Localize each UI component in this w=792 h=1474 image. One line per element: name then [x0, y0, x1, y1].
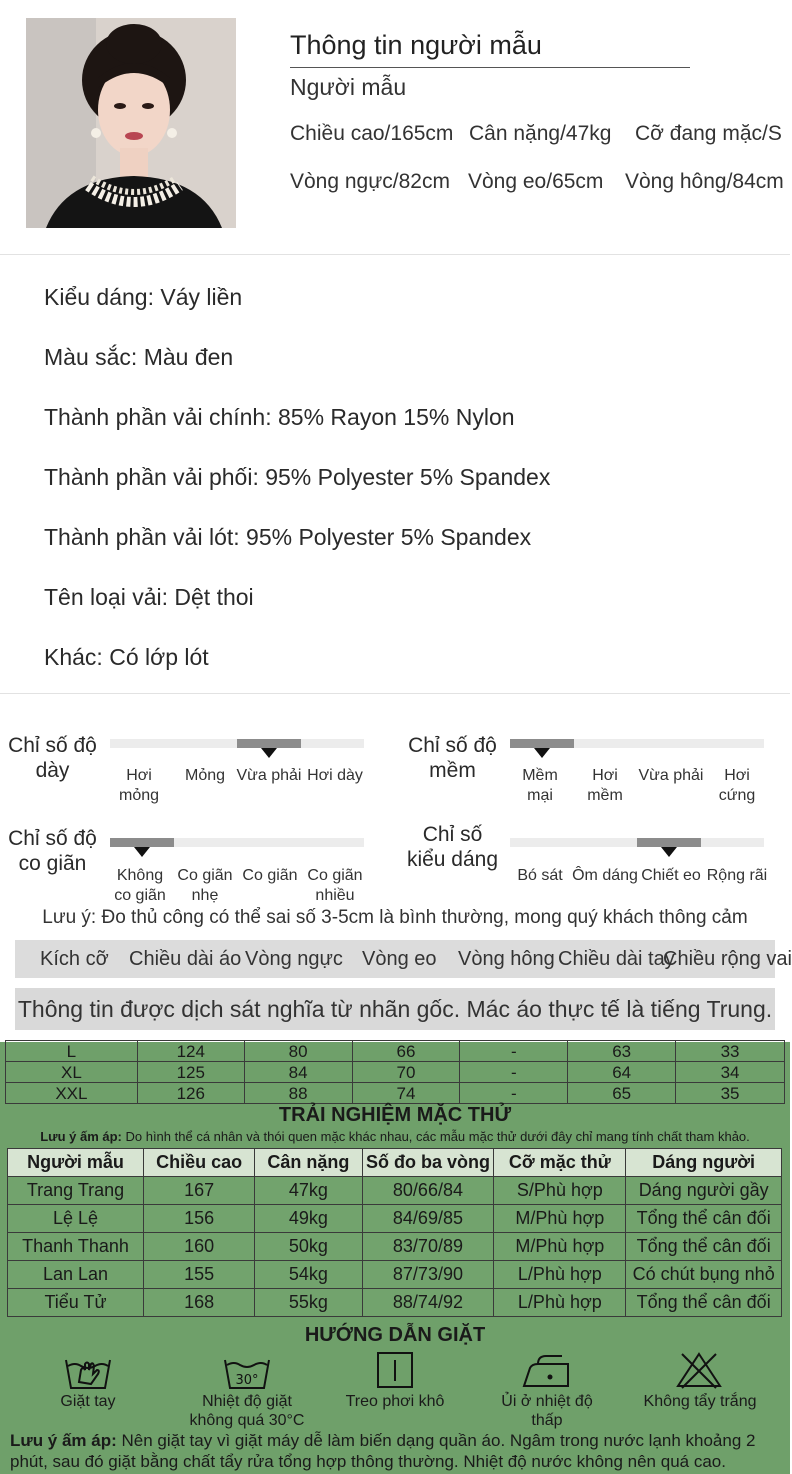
- model-info-section: [0, 0, 790, 255]
- model-weight: Cân nặng/47kg: [469, 122, 612, 145]
- stretch-indicator-marker: [134, 847, 150, 857]
- thickness-selected-segment: [237, 739, 301, 748]
- table-row: [8, 1261, 782, 1289]
- tryon-note: Lưu ý ấm áp: Do hình thể cá nhân và thói quen mặc khác nhau, các mẫu mặc thử dưới đây chỉ mang tính chất tham khảo.: [40, 1129, 750, 1144]
- softness-option: Vừa phải: [638, 767, 704, 784]
- softness-option: Mềm mại: [522, 767, 558, 804]
- table-cell: 80/66/84: [362, 1177, 494, 1205]
- iron-low-icon: [522, 1352, 572, 1392]
- tryon-header-cell: Dáng người: [626, 1149, 782, 1177]
- table-cell: L: [6, 1041, 138, 1062]
- table-cell: 83/70/89: [362, 1233, 494, 1261]
- table-cell: 34: [676, 1062, 785, 1083]
- table-row: [8, 1205, 782, 1233]
- table-cell: Tổng thể cân đối: [626, 1205, 782, 1233]
- no-bleach-icon: [674, 1350, 724, 1390]
- tryon-header-cell: Cân nặng: [255, 1149, 362, 1177]
- table-cell: 80: [244, 1041, 352, 1062]
- stretch-option: Co giãn nhiều: [307, 867, 363, 904]
- table-cell: 168: [144, 1289, 255, 1317]
- model-bust: Vòng ngực/82cm: [290, 170, 450, 193]
- table-cell: Tổng thể cân đối: [626, 1289, 782, 1317]
- table-cell: Lan Lan: [8, 1261, 144, 1289]
- table-cell: Có chút bụng nhỏ: [626, 1261, 782, 1289]
- table-row: [8, 1289, 782, 1317]
- table-cell: M/Phù hợp: [494, 1205, 626, 1233]
- table-cell: M/Phù hợp: [494, 1233, 626, 1261]
- table-cell: 47kg: [255, 1177, 362, 1205]
- table-cell: Tổng thể cân đối: [626, 1233, 782, 1261]
- fit-option: Bó sát: [517, 867, 563, 884]
- table-cell: Dáng người gầy: [626, 1177, 782, 1205]
- table-cell: 167: [144, 1177, 255, 1205]
- size-table-header: [15, 940, 792, 978]
- size-header-cell: Chiều dài áo: [129, 948, 242, 970]
- tryon-header-cell: Cỡ mặc thử: [494, 1149, 626, 1177]
- fit-selected-segment: [637, 838, 701, 847]
- svg-text:30°: 30°: [235, 1373, 259, 1388]
- table-row: [8, 1177, 782, 1205]
- stretch-index-title: Chỉ số độ co giãn: [8, 827, 97, 875]
- tryon-header-cell: Chiều cao: [144, 1149, 255, 1177]
- wash-label: Nhiệt độ giặt không quá 30°C: [189, 1393, 305, 1429]
- softness-scale: [510, 739, 764, 748]
- fit-scale: [510, 838, 764, 847]
- table-cell: Tiểu Tử: [8, 1289, 144, 1317]
- table-row: [8, 1233, 782, 1261]
- softness-indicator-marker: [534, 748, 550, 758]
- table-cell: 54kg: [255, 1261, 362, 1289]
- table-cell: 65: [568, 1083, 676, 1104]
- table-cell: 155: [144, 1261, 255, 1289]
- translation-note: Thông tin được dịch sát nghĩa từ nhãn gốc. Mác áo thực tế là tiếng Trung.: [15, 988, 775, 1030]
- table-cell: 84: [244, 1062, 352, 1083]
- table-cell: 88/74/92: [362, 1289, 494, 1317]
- table-cell: 88: [244, 1083, 352, 1104]
- product-attributes: [0, 256, 790, 694]
- table-cell: 74: [352, 1083, 460, 1104]
- line-dry-icon: [370, 1350, 420, 1390]
- wash-label: Giặt tay: [60, 1393, 116, 1410]
- table-cell: 70: [352, 1062, 460, 1083]
- table-cell: XL: [6, 1062, 138, 1083]
- attr-lining-fabric: Thành phần vải lót: 95% Polyester 5% Spandex: [44, 524, 532, 550]
- table-cell: Lệ Lệ: [8, 1205, 144, 1233]
- softness-index-title: Chỉ số độ mềm: [408, 734, 497, 782]
- size-header-cell: Vòng ngực: [245, 948, 343, 970]
- table-cell: 49kg: [255, 1205, 362, 1233]
- table-row: [6, 1083, 785, 1104]
- model-size: Cỡ đang mặc/S: [635, 122, 782, 145]
- wash-label: Ủi ở nhiệt độ thấp: [501, 1393, 593, 1429]
- table-row: [6, 1062, 785, 1083]
- thickness-option: Mỏng: [184, 767, 226, 784]
- table-cell: 66: [352, 1041, 460, 1062]
- wash-note: Lưu ý ấm áp: Nên giặt tay vì giặt máy dễ làm biến dạng quần áo. Ngâm trong nước lạnh khoảng 2 phút, sau đó giặt bằng chất tẩy rửa tổng hợp thông thường. Nhiệt độ nước không nên quá cao.: [10, 1431, 756, 1471]
- size-header-cell: Chiều dài tay: [558, 948, 675, 970]
- wash-30-icon: [222, 1352, 272, 1392]
- wash-label: Không tẩy trắng: [643, 1393, 757, 1410]
- model-waist: Vòng eo/65cm: [468, 170, 604, 193]
- model-info-title: Thông tin người mẫu: [290, 30, 690, 68]
- table-cell: L/Phù hợp: [494, 1289, 626, 1317]
- thickness-option: Hơi dày: [307, 767, 363, 784]
- tryon-title: TRẢI NGHIỆM MẶC THỬ: [278, 1104, 512, 1126]
- tryon-header-cell: Số đo ba vòng: [362, 1149, 494, 1177]
- table-cell: 124: [137, 1041, 244, 1062]
- stretch-selected-segment: [110, 838, 174, 847]
- stretch-option: Co giãn: [242, 867, 298, 884]
- stretch-option: Co giãn nhẹ: [177, 867, 233, 904]
- table-cell: 64: [568, 1062, 676, 1083]
- size-header-cell: Vòng eo: [362, 948, 437, 970]
- table-cell: 63: [568, 1041, 676, 1062]
- table-cell: 87/73/90: [362, 1261, 494, 1289]
- attr-main-fabric: Thành phần vải chính: 85% Rayon 15% Nylon: [44, 404, 515, 430]
- thickness-index-title: Chỉ số độ dày: [8, 734, 97, 782]
- table-cell: Trang Trang: [8, 1177, 144, 1205]
- thickness-option: Vừa phải: [236, 767, 302, 784]
- table-cell: -: [460, 1062, 568, 1083]
- wash-title: HƯỚNG DẪN GIẶT: [304, 1324, 486, 1346]
- fit-indicator-marker: [661, 847, 677, 857]
- table-cell: 55kg: [255, 1289, 362, 1317]
- table-cell: 156: [144, 1205, 255, 1233]
- model-subtitle: Người mẫu: [290, 74, 407, 100]
- model-height: Chiều cao/165cm: [290, 122, 454, 145]
- table-cell: XXL: [6, 1083, 138, 1104]
- stretch-scale: [110, 838, 364, 847]
- attr-other: Khác: Có lớp lót: [44, 644, 209, 670]
- softness-selected-segment: [510, 739, 574, 748]
- softness-option: Hơi cứng: [718, 767, 756, 804]
- hand-wash-icon: [63, 1352, 113, 1392]
- attr-color: Màu sắc: Màu đen: [44, 344, 234, 370]
- attr-accent-fabric: Thành phần vải phối: 95% Polyester 5% Spandex: [44, 464, 551, 490]
- size-header-cell: Kích cỡ: [40, 948, 109, 970]
- attr-style: Kiểu dáng: Váy liền: [44, 284, 243, 310]
- table-cell: 35: [676, 1083, 785, 1104]
- table-cell: 125: [137, 1062, 244, 1083]
- size-header-cell: Vòng hông: [458, 948, 555, 970]
- table-cell: S/Phù hợp: [494, 1177, 626, 1205]
- measurement-note: Lưu ý: Đo thủ công có thể sai số 3-5cm là bình thường, mong quý khách thông cảm: [42, 907, 748, 928]
- fit-option: Chiết eo: [641, 867, 701, 884]
- tryon-header-row: [8, 1149, 782, 1177]
- model-avatar: [26, 18, 236, 228]
- size-header-cell: Chiều rộng vai: [663, 948, 792, 970]
- tryon-table: [7, 1148, 782, 1317]
- table-cell: L/Phù hợp: [494, 1261, 626, 1289]
- softness-option: Hơi mềm: [587, 767, 623, 804]
- fit-option: Ôm dáng: [572, 867, 638, 884]
- table-cell: Thanh Thanh: [8, 1233, 144, 1261]
- thickness-option: Hơi mỏng: [118, 767, 160, 804]
- table-cell: 126: [137, 1083, 244, 1104]
- wash-label: Treo phơi khô: [345, 1393, 445, 1410]
- tryon-header-cell: Người mẫu: [8, 1149, 144, 1177]
- table-cell: 160: [144, 1233, 255, 1261]
- table-cell: -: [460, 1041, 568, 1062]
- table-cell: 84/69/85: [362, 1205, 494, 1233]
- thickness-scale: [110, 739, 364, 748]
- size-table: [5, 1040, 785, 1104]
- table-row: [6, 1041, 785, 1062]
- fit-index-title: Chỉ số kiểu dáng: [406, 823, 499, 871]
- model-hip: Vòng hông/84cm: [625, 170, 784, 193]
- fit-option: Rộng rãi: [706, 867, 768, 884]
- table-cell: -: [460, 1083, 568, 1104]
- table-cell: 50kg: [255, 1233, 362, 1261]
- stretch-option: Không co giãn: [114, 867, 166, 904]
- attr-fabric-type: Tên loại vải: Dệt thoi: [44, 584, 254, 610]
- thickness-indicator-marker: [261, 748, 277, 758]
- table-cell: 33: [676, 1041, 785, 1062]
